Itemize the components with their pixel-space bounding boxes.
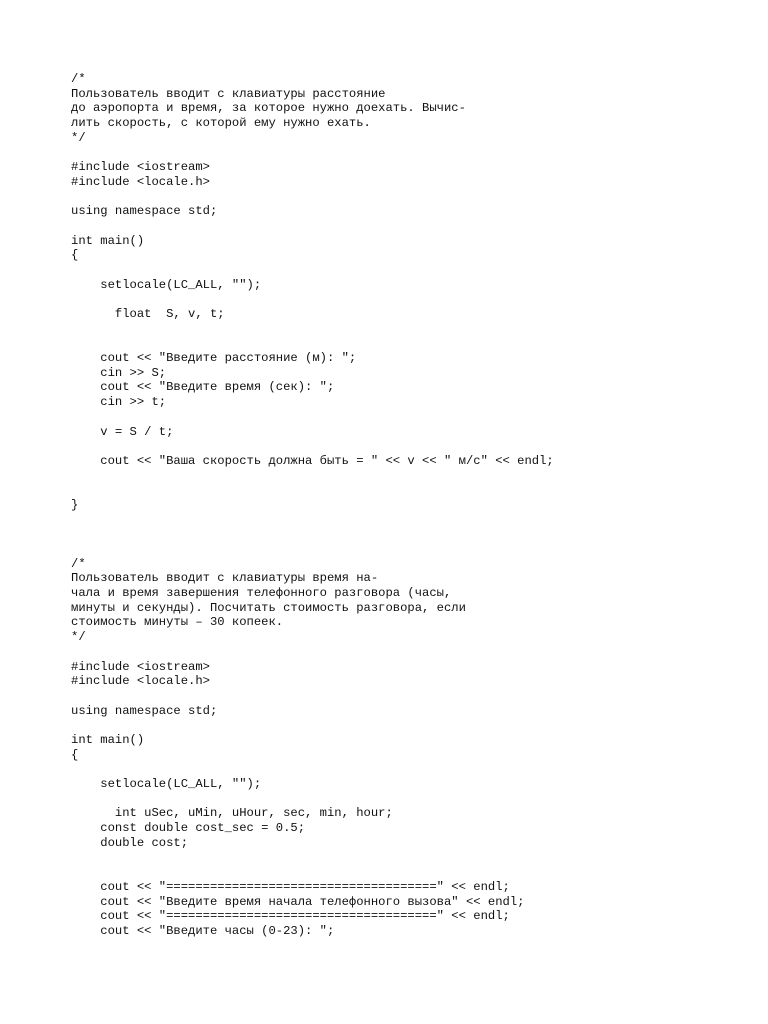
code-line: /* xyxy=(71,72,86,86)
code-line: int uSec, uMin, uHour, sec, min, hour; xyxy=(71,806,393,821)
blank-line xyxy=(71,542,554,557)
code-line: #include <locale.h> xyxy=(71,174,210,189)
blank-line xyxy=(71,865,554,880)
code-line: cin >> S; xyxy=(71,365,167,380)
code-line: double cost; xyxy=(71,835,189,850)
code-line: лить скорость, с которой ему нужно ехать. xyxy=(71,116,371,131)
code-line: до аэропорта и время, за которое нужно доехать. Вычис- xyxy=(71,101,466,116)
blank-line xyxy=(71,190,554,205)
code-line: { xyxy=(71,248,79,263)
blank-line xyxy=(71,718,554,733)
code-line: Пользователь вводит с клавиатуры время на- xyxy=(71,571,379,586)
code-line: cout << "=====================================" << endl; xyxy=(71,909,510,924)
code-line: cout << "Введите время начала телефонного вызова" << endl; xyxy=(71,894,525,909)
code-line: #include <locale.h> xyxy=(71,674,210,689)
blank-line xyxy=(71,219,554,234)
code-line: { xyxy=(71,747,79,762)
code-line: v = S / t; xyxy=(71,424,174,439)
code-line: */ xyxy=(71,130,86,145)
code-line: using namespace std; xyxy=(71,703,218,718)
code-line: Пользователь вводит с клавиатуры расстояние xyxy=(71,86,386,101)
code-line: cout << "=====================================" << endl; xyxy=(71,879,510,894)
code-line: setlocale(LC_ALL, ""); xyxy=(71,277,262,292)
code-line: стоимость минуты – 30 копеек. xyxy=(71,615,284,630)
code-line: cout << "Введите часы (0-23): "; xyxy=(71,923,335,938)
code-line: int main() xyxy=(71,732,145,747)
blank-line xyxy=(71,410,554,425)
code-line: чала и время завершения телефонного разговора (часы, xyxy=(71,586,452,601)
code-line: setlocale(LC_ALL, ""); xyxy=(71,777,262,791)
code-line: cout << "Ваша скорость должна быть = " << v << " м/с" << endl; xyxy=(71,453,554,468)
blank-line xyxy=(71,513,554,528)
blank-line xyxy=(71,792,554,807)
code-line: cin >> t; xyxy=(71,395,167,410)
blank-line xyxy=(71,850,554,865)
code-line: минуты и секунды). Посчитать стоимость разговора, если xyxy=(71,600,466,615)
blank-line xyxy=(71,322,554,337)
blank-line xyxy=(71,263,554,278)
code-line: #include <iostream> xyxy=(71,659,210,674)
blank-line xyxy=(71,527,554,542)
blank-line xyxy=(71,145,554,160)
blank-line xyxy=(71,469,554,484)
code-line: const double cost_sec = 0.5; xyxy=(71,821,306,836)
blank-line xyxy=(71,336,554,351)
code-line: float S, v, t; xyxy=(71,307,225,321)
blank-line xyxy=(71,439,554,454)
code-line: cout << "Введите время (сек): "; xyxy=(71,380,335,395)
blank-line xyxy=(71,689,554,704)
blank-line xyxy=(71,762,554,777)
code-line: #include <iostream> xyxy=(71,160,210,175)
code-listing xyxy=(71,72,554,939)
code-line: cout << "Введите расстояние (м): "; xyxy=(71,351,357,366)
code-line: */ xyxy=(71,630,86,645)
blank-line xyxy=(71,292,554,307)
code-line: } xyxy=(71,497,79,512)
blank-line xyxy=(71,483,554,498)
blank-line xyxy=(71,645,554,660)
code-line: /* xyxy=(71,556,86,571)
code-line: using namespace std; xyxy=(71,204,218,219)
code-line: int main() xyxy=(71,233,145,248)
